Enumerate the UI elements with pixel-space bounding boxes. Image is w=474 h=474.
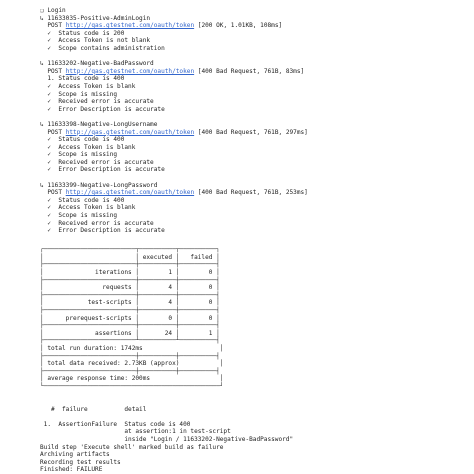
request-line [40, 68, 470, 76]
table-row: │ requests │ 4 │ 0 │ [40, 284, 220, 292]
table-row: │ iterations │ 1 │ 0 │ [40, 268, 220, 276]
assertion-result: ✓ Scope contains administration [40, 44, 165, 52]
assertion-result: ✓ Status code is 400 [40, 136, 125, 144]
request-line [40, 129, 470, 137]
request-name: ↳ 11633202-Negative-BadPassword [40, 60, 154, 68]
failure-detail: at assertion:1 in test-script [40, 428, 231, 436]
assertion-result: ✓ Received error is accurate [40, 158, 154, 166]
assertion-result: ✓ Access Token is not blank [40, 37, 151, 45]
assertion-result: ✓ Scope is missing [40, 90, 118, 98]
failure-row: 1. AssertionFailure Status code is 400 [40, 420, 191, 428]
request-url-link[interactable]: http://qas.gtestnet.com/oauth/token [65, 22, 195, 30]
table-divider: ├─────────────────────────┼──────────┼──────────┤ [40, 276, 220, 284]
build-footer [40, 444, 470, 474]
request-method: POST [47, 189, 63, 197]
table-header-row: │ │ executed │ failed │ [40, 253, 220, 261]
assertion-result: ✓ Access Token is blank [40, 143, 136, 151]
build-status-line: Archiving artifacts [40, 451, 110, 459]
assertion-result: ✓ Status code is 200 [40, 29, 125, 37]
assertion-result: 1. Status code is 400 [40, 75, 125, 83]
failure-detail: inside "Login / 11633202-Negative-BadPassword" [40, 436, 294, 444]
request-url-link[interactable]: http://qas.gtestnet.com/oauth/token [65, 128, 195, 136]
assertion-result: ✓ Scope is missing [40, 212, 118, 220]
request-line [40, 22, 470, 30]
request-method: POST [47, 22, 63, 30]
request-name: ↳ 11633398-Negative-LongUsername [40, 120, 158, 128]
table-divider: ├─────────────────────────┴──────────┴──────────┤ [40, 337, 220, 345]
total-run-duration: │ total run duration: 1742ms │ [40, 344, 224, 352]
table-divider: ├─────────────────────────┼──────────┼──────────┤ [40, 322, 220, 330]
failures-section [40, 406, 470, 444]
request-block [40, 15, 470, 53]
table-divider: ├─────────────────────────┼──────────┼──────────┤ [40, 291, 220, 299]
response-summary: [400 Bad Request, 761B, 297ms] [197, 128, 308, 136]
request-block [40, 182, 470, 235]
request-method: POST [47, 128, 63, 136]
response-summary: [400 Bad Request, 761B, 253ms] [197, 189, 308, 197]
table-border-top: ┌─────────────────────────┬──────────┬──────────┐ [40, 246, 220, 254]
request-name: ↳ 11633035-Positive-AdminLogin [40, 14, 151, 22]
request-block [40, 60, 470, 113]
table-row: │ test-scripts │ 4 │ 0 │ [40, 299, 220, 307]
summary-table [40, 246, 470, 390]
assertion-result: ✓ Received error is accurate [40, 98, 154, 106]
request-url-link[interactable]: http://qas.gtestnet.com/oauth/token [65, 189, 195, 197]
request-method: POST [47, 67, 63, 75]
request-block [40, 121, 470, 174]
table-row: │ assertions │ 24 │ 1 │ [40, 329, 220, 337]
collection-header: ❏ Login [40, 7, 66, 14]
request-url-link[interactable]: http://qas.gtestnet.com/oauth/token [65, 67, 195, 75]
build-status-line: Recording test results [40, 458, 121, 466]
response-summary: [400 Bad Request, 761B, 83ms] [197, 67, 305, 75]
table-divider: ├─────────────────────────┼──────────┼──────────┤ [40, 306, 220, 314]
assertion-result: ✓ Received error is accurate [40, 219, 154, 227]
build-status-line: Build step 'Execute shell' marked build as failure [40, 443, 224, 451]
table-divider: ├─────────────────────────┼──────────┼──────────┤ [40, 261, 220, 269]
failures-header: # failure detail [40, 405, 147, 413]
assertion-result: ✓ Error Description is accurate [40, 227, 165, 235]
response-summary: [200 OK, 1.01KB, 108ms] [197, 22, 283, 30]
build-result: Finished: FAILURE [40, 466, 103, 474]
average-response-time: │ average response time: 200ms │ [40, 375, 224, 383]
total-data-received: │ total data received: 2.73KB (approx) │ [40, 360, 224, 368]
assertion-result: ✓ Access Token is blank [40, 82, 136, 90]
assertion-result: ✓ Status code is 400 [40, 196, 125, 204]
request-line [40, 189, 470, 197]
console-output [40, 7, 470, 474]
assertion-result: ✓ Error Description is accurate [40, 105, 165, 113]
table-divider: ├─────────────────────────┼──────────┼──────────┤ [40, 352, 220, 360]
table-row: │ prerequest-scripts │ 0 │ 0 │ [40, 314, 220, 322]
table-divider: ├─────────────────────────┼──────────┼──────────┤ [40, 367, 220, 375]
assertion-result: ✓ Scope is missing [40, 151, 118, 159]
table-border-bottom: └────────────────────────────────────────────────┘ [40, 382, 224, 390]
request-name: ↳ 11633399-Negative-LongPassword [40, 181, 158, 189]
assertion-result: ✓ Error Description is accurate [40, 166, 165, 174]
assertion-result: ✓ Access Token is blank [40, 204, 136, 212]
